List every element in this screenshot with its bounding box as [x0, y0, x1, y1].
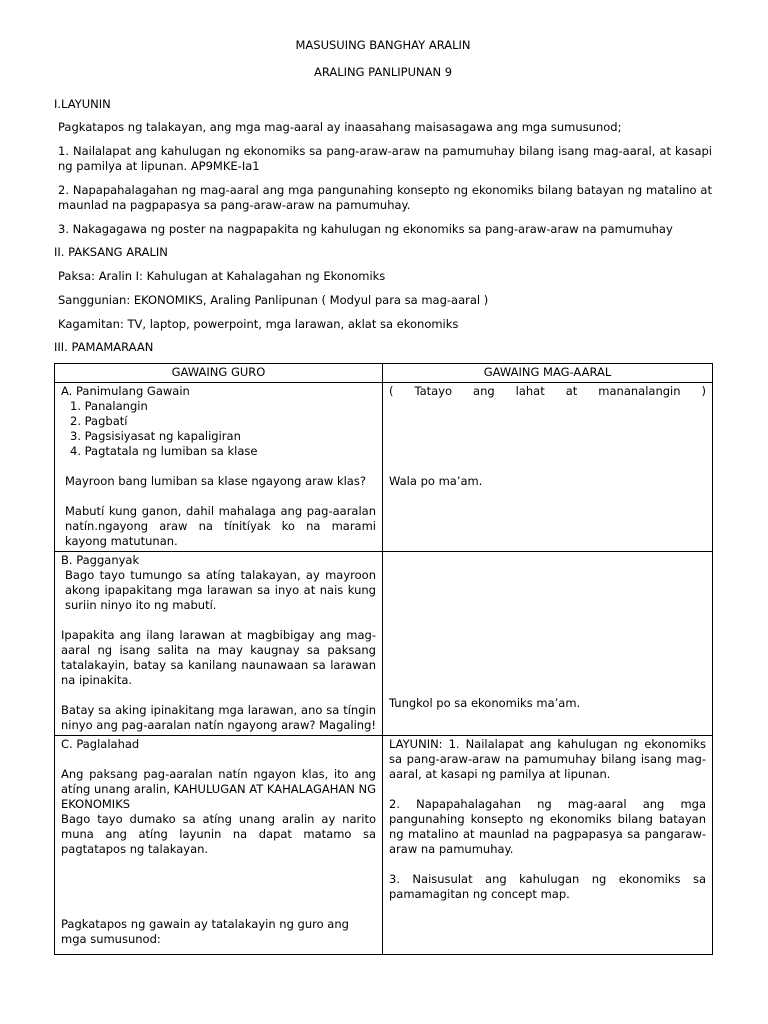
list-item: 3. Pagsisiyasat ng kapaligiran	[70, 429, 241, 443]
guro-cell-c	[55, 736, 383, 955]
magaaral-cell-b	[383, 552, 713, 736]
section-c-title: C. Paglalahad	[61, 737, 140, 751]
paglalahad-topic-text: Ang paksang pag-aaralan natín ngayon klas, ito ang atíng unang aralin, KAHULUGAN AT KAHALAGAHAN NG EKONOMIKS	[61, 767, 377, 811]
document-title: MASUSUING BANGHAY ARALIN	[295, 38, 471, 52]
panimulang-steps	[61, 399, 376, 459]
student-layunin-3: 3. Naisusulat ang kahulugan ng ekonomiks sa pamamagitan ng concept map.	[389, 872, 706, 901]
table-row	[55, 552, 713, 736]
student-answer-a: Wala po ma’am.	[389, 474, 483, 488]
magaaral-cell-a	[383, 383, 713, 552]
student-answer-b: Tungkol po sa ekonomiks ma’am.	[389, 696, 581, 710]
student-layunin-2: 2. Napapahalagahan ng mag-aaral ang mga pangunahing konsepto ng ekonomiks bilang batayan ng matalino at maunlad na pagpapasya sa pangaraw-araw na pamumuhay.	[389, 797, 706, 856]
pagganyak-instruction: Ipapakita ang ilang larawan at magbibigay ang mag-aaral ng isang salita na may kaugnay sa paksang tatalakayin, batay sa kanilang naunawaan sa larawan na ipinakita.	[61, 628, 376, 687]
lesson-plan-page	[54, 38, 712, 955]
layunin-item-2: 2. Napapahalagahan ng mag-aaral ang mga pangunahing konsepto ng ekonomiks bilang batayan ng matalino at maunlad na pagpapasya sa pang-araw-araw na pamumuhay.	[58, 183, 712, 212]
table-row	[55, 736, 713, 955]
document-subtitle: ARALING PANLIPUNAN 9	[313, 65, 453, 79]
pamamaraan-heading: III. PAMAMARAAN	[54, 340, 154, 354]
section-b-title: B. Pagganyak	[61, 553, 140, 567]
layunin-heading: I.LAYUNIN	[54, 97, 111, 111]
list-item: 4. Pagtatala ng lumiban sa klase	[70, 444, 258, 458]
list-item: 1. Panalangin	[70, 399, 148, 413]
col-header-magaaral: GAWAING MAG-AARAL	[383, 364, 713, 383]
magaaral-cell-c	[383, 736, 713, 955]
student-prayer: ( Tatayo ang lahat at mananalangin )	[389, 384, 706, 398]
pagganyak-question: Batay sa aking ipinakitang mga larawan, ano sa tíngin ninyo ang pag-aaralan natín ngayong araw? Magaling!	[61, 703, 377, 732]
kagamitan-line: Kagamitan: TV, laptop, powerpoint, mga larawan, aklat sa ekonomiks	[58, 317, 459, 331]
table-header-row	[55, 364, 713, 383]
layunin-item-3: 3. Nakagagawa ng poster na nagpapakita ng kahulugan ng ekonomiks sa pang-araw-araw na pamumuhay	[58, 222, 673, 236]
table-row	[55, 383, 713, 552]
paksa-line: Paksa: Aralin I: Kahulugan at Kahalagahan ng Ekonomiks	[58, 269, 386, 283]
guro-cell-a	[55, 383, 383, 552]
layunin-intro: Pagkatapos ng talakayan, ang mga mag-aaral ay inaasahang maisasagawa ang mga sumusunod;	[58, 120, 622, 134]
sanggunian-line: Sanggunian: EKONOMIKS, Araling Panlipunan ( Modyul para sa mag-aaral )	[58, 293, 489, 307]
lumiban-question: Mayroon bang lumiban sa klase ngayong araw klas?	[65, 474, 366, 488]
col-header-guro: GAWAING GURO	[55, 364, 383, 383]
student-layunin-1: LAYUNIN: 1. Nailalapat ang kahulugan ng ekonomiks sa pang-araw-araw na pamumuhay bilang isang mag-aaral, at kasapi ng pamilya at lipunan.	[389, 737, 706, 781]
section-a-title: A. Panimulang Gawain	[61, 384, 190, 398]
paglalahad-topic	[61, 767, 376, 812]
mabuti-remark: Mabutí kung ganon, dahil mahalaga ang pag-aaralan natín.ngayong araw na tínitíyak ko na marami kayong matutunan.	[65, 504, 376, 548]
layunin-item-1: 1. Nailalapat ang kahulugan ng ekonomiks sa pang-araw-araw na pamumuhay bilang isang mag-aaral, at kasapi ng pamilya at lipunan. AP9MKE-Ia1	[58, 144, 712, 173]
paglalahad-layunin-intro: Bago tayo dumako sa atíng unang aralin ay narito muna ang atíng layunin na dapat matamo sa pagtatapos ng talakayan.	[61, 812, 376, 856]
pagganyak-intro: Bago tayo tumungo sa atíng talakayan, ay mayroon akong ipapakitang mga larawan sa inyo at nais kung suriin ninyo ito ng mabutí.	[65, 568, 376, 612]
paglalahad-closing: Pagkatapos ng gawain ay tatalakayin ng guro ang mga sumusunod:	[61, 917, 349, 946]
list-item: 2. Pagbatí	[70, 414, 128, 428]
pamamaraan-table	[54, 363, 713, 955]
paksang-aralin-heading: II. PAKSANG ARALIN	[54, 245, 168, 259]
guro-cell-b	[55, 552, 383, 736]
